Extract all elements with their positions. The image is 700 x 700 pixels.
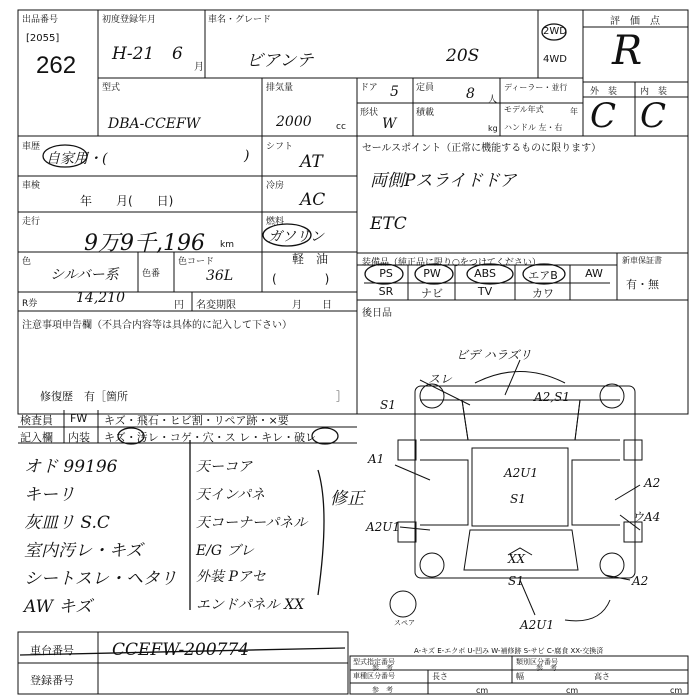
fuel-value: ガソリン: [268, 229, 324, 245]
shape-cls-label: 型式指定番号: [353, 658, 395, 666]
equip-navi: ナビ: [421, 287, 443, 300]
exterior-label: 外 装: [590, 87, 618, 97]
interior-check-label: 内装: [68, 431, 90, 444]
score-grade: R: [612, 28, 643, 74]
mark-roof-2: S1: [510, 492, 526, 506]
door-count: 5: [390, 84, 399, 100]
mark-front-bumper: ビデ ハラズリ: [456, 348, 532, 362]
mileage-label: 走行: [22, 217, 41, 227]
recycle-label: R券: [22, 299, 38, 309]
equip-tv: TV: [477, 285, 493, 298]
color-number-label: 色番: [142, 269, 161, 279]
note-left-4: 室内汚レ・キズ: [24, 541, 143, 561]
year-unit: 年: [570, 107, 578, 116]
color-code: 36L: [206, 268, 234, 284]
model-year-label: モデル年式: [504, 105, 544, 114]
selling-points-label: セールスポイント（正常に機能するものに限ります）: [362, 143, 602, 154]
fuel-label: 燃料: [266, 217, 285, 227]
spare-label: スペア: [394, 619, 415, 627]
warranty-value: 有・無: [626, 278, 659, 291]
height-unit: cm: [670, 686, 683, 695]
notes-label: 注意事項申告欄（不具合内容等は具体的に記入して下さい）: [22, 320, 292, 331]
name-change-label: 名変期限: [196, 300, 236, 311]
later-items-label: 後日品: [362, 308, 392, 319]
yen-unit: 円: [174, 300, 184, 311]
load-label: 積載: [416, 108, 435, 118]
mark-rear-right: A2: [632, 574, 649, 588]
model-code: DBA-CCEFW: [108, 116, 201, 132]
note-right-4: E/G ブレ: [196, 543, 255, 559]
reg-month: 6: [172, 44, 183, 64]
chassis-label: 車台番号: [30, 644, 74, 657]
inspector-label-top: 検査員: [20, 414, 53, 427]
equip-airbag: エアB: [528, 269, 558, 282]
mark-roof: A2U1: [504, 466, 539, 480]
reg-number-label: 登録番号: [30, 674, 74, 687]
type-close: ): [244, 148, 250, 164]
displacement-value: 2000: [276, 114, 312, 130]
length-cls-label: 車種区分番号: [353, 672, 395, 680]
mark-right-rear: ウA4: [632, 510, 661, 524]
mark-hood: A2,S1: [534, 390, 570, 404]
ac-label: 冷房: [266, 181, 285, 191]
equip-leather: カワ: [532, 287, 554, 300]
fw-items: キズ・飛石・ヒビ割・リペア跡・×要: [104, 414, 289, 427]
model-label: 型式: [102, 83, 121, 93]
length-unit: cm: [476, 686, 489, 695]
door-label: ドア: [360, 83, 378, 93]
note-left-6: AW キズ: [24, 597, 93, 617]
cat-ref: 参 考: [536, 664, 557, 672]
equip-pw: PW: [423, 267, 441, 280]
note-bracket: 修正: [330, 489, 364, 509]
equipment-label: 装備品（純正品に限り○をつけてください）: [362, 258, 541, 268]
note-right-6: エンドパネル XX: [196, 597, 305, 613]
car-name: ビアンテ: [246, 51, 314, 71]
handle-label: ハンドル 左・右: [504, 123, 563, 132]
note-left-5: シートスレ・ヘタリ: [24, 569, 177, 589]
equip-ps: PS: [379, 267, 393, 280]
cat-label: 類別区分番号: [516, 658, 558, 666]
width-label: 幅: [516, 672, 524, 681]
shape-cls-ref: 参 考: [372, 664, 393, 672]
equip-sr: SR: [378, 285, 394, 298]
reg-era: H-21: [112, 44, 155, 64]
color-label: 色: [22, 257, 32, 267]
displacement-label: 排気量: [266, 83, 294, 93]
fw-label: FW: [70, 412, 88, 425]
note-right-1: 天ーコア: [196, 459, 252, 475]
capacity-value: 8: [466, 86, 475, 102]
fuel-paren: ( ): [272, 272, 330, 286]
drive-2wd: 2WD: [543, 26, 567, 37]
shape-label: 形状: [360, 108, 379, 118]
name-change-date: 月 日: [292, 300, 332, 311]
color-code-label: 色コード: [178, 257, 215, 267]
person-unit: 人: [488, 95, 498, 105]
repair-close: ］: [336, 390, 347, 403]
month-unit: 月: [194, 62, 204, 73]
mark-left-rear: A2U1: [366, 520, 401, 534]
capacity-label: 定員: [416, 83, 435, 93]
cc-unit: cc: [336, 122, 346, 132]
shift-value: AT: [300, 152, 323, 172]
note-right-3: 天コーナーパネル: [196, 515, 308, 531]
kg-unit: kg: [488, 124, 498, 133]
interior-grade: C: [640, 96, 667, 136]
fuel-alt: 軽 油: [292, 252, 329, 266]
note-left-1: オド 99196: [24, 457, 118, 477]
mark-rear-bumper: A2U1: [520, 618, 555, 632]
length-cls-ref: 参 考: [372, 686, 393, 694]
note-left-3: 灰皿リ S.C: [24, 513, 110, 533]
width-unit: cm: [566, 686, 579, 695]
lot-number: 262: [36, 52, 77, 79]
recycle-fee: 14,210: [76, 290, 125, 306]
type-label: 車歴: [22, 142, 41, 152]
warranty-label: 新車保証書: [622, 256, 662, 265]
shape-value: W: [382, 116, 397, 132]
inspection-date: 年 月( 日): [80, 194, 174, 208]
selling-point-1: 両側Pスライドドア: [370, 171, 517, 191]
mark-left-door: A1: [368, 452, 385, 466]
mark-rear-xx: XX: [508, 552, 526, 566]
note-left-2: キーリ: [24, 485, 75, 505]
equip-aw: AW: [585, 267, 603, 280]
mileage-value: 9万9千,196: [84, 231, 205, 256]
shift-label: シフト: [266, 142, 294, 152]
dealer-label: ディーラー・並行: [504, 83, 568, 92]
mark-front-left: スレ: [428, 372, 453, 386]
legend: A-キズ E-エクボ U-凹み W-補修跡 S-サビ C-腐食 XX-交換済: [414, 647, 604, 655]
score-label: 評 価 点: [610, 16, 660, 27]
exterior-grade: C: [590, 96, 617, 136]
ac-value: AC: [300, 190, 326, 210]
note-right-5: 外装 Pアセ: [196, 569, 266, 585]
inspection-label: 車検: [22, 181, 41, 191]
interior-label: 内 装: [640, 87, 668, 97]
height-label: 高さ: [594, 672, 610, 681]
length-label: 長さ: [432, 672, 448, 681]
drive-4wd: 4WD: [543, 54, 567, 65]
selling-point-2: ETC: [370, 214, 407, 234]
type-value: 自家用・(: [46, 151, 108, 167]
lot-code: [2055]: [26, 33, 60, 44]
first-reg-label: 初度登録年月: [102, 15, 157, 25]
km-unit: km: [220, 240, 234, 250]
grade: 20S: [446, 46, 480, 66]
inspector-label-bottom: 記入欄: [20, 431, 53, 444]
name-label: 車名・グレード: [208, 15, 272, 25]
chassis-number: CCEFW-200774: [112, 640, 250, 660]
note-right-2: 天インパネ: [196, 487, 266, 503]
interior-check-items: キズ・汚レ・コゲ・穴・ス レ・キレ・破レ: [104, 431, 317, 444]
lot-label: 出品番号: [22, 15, 59, 25]
equip-abs: ABS: [474, 267, 496, 280]
repair-label: 修復歴 有［箇所: [40, 390, 128, 403]
mark-left-fender: S1: [380, 398, 396, 412]
mark-rear-s1: S1: [508, 574, 524, 588]
mark-right-door: A2: [644, 476, 661, 490]
color-value: シルバー系: [50, 267, 119, 283]
